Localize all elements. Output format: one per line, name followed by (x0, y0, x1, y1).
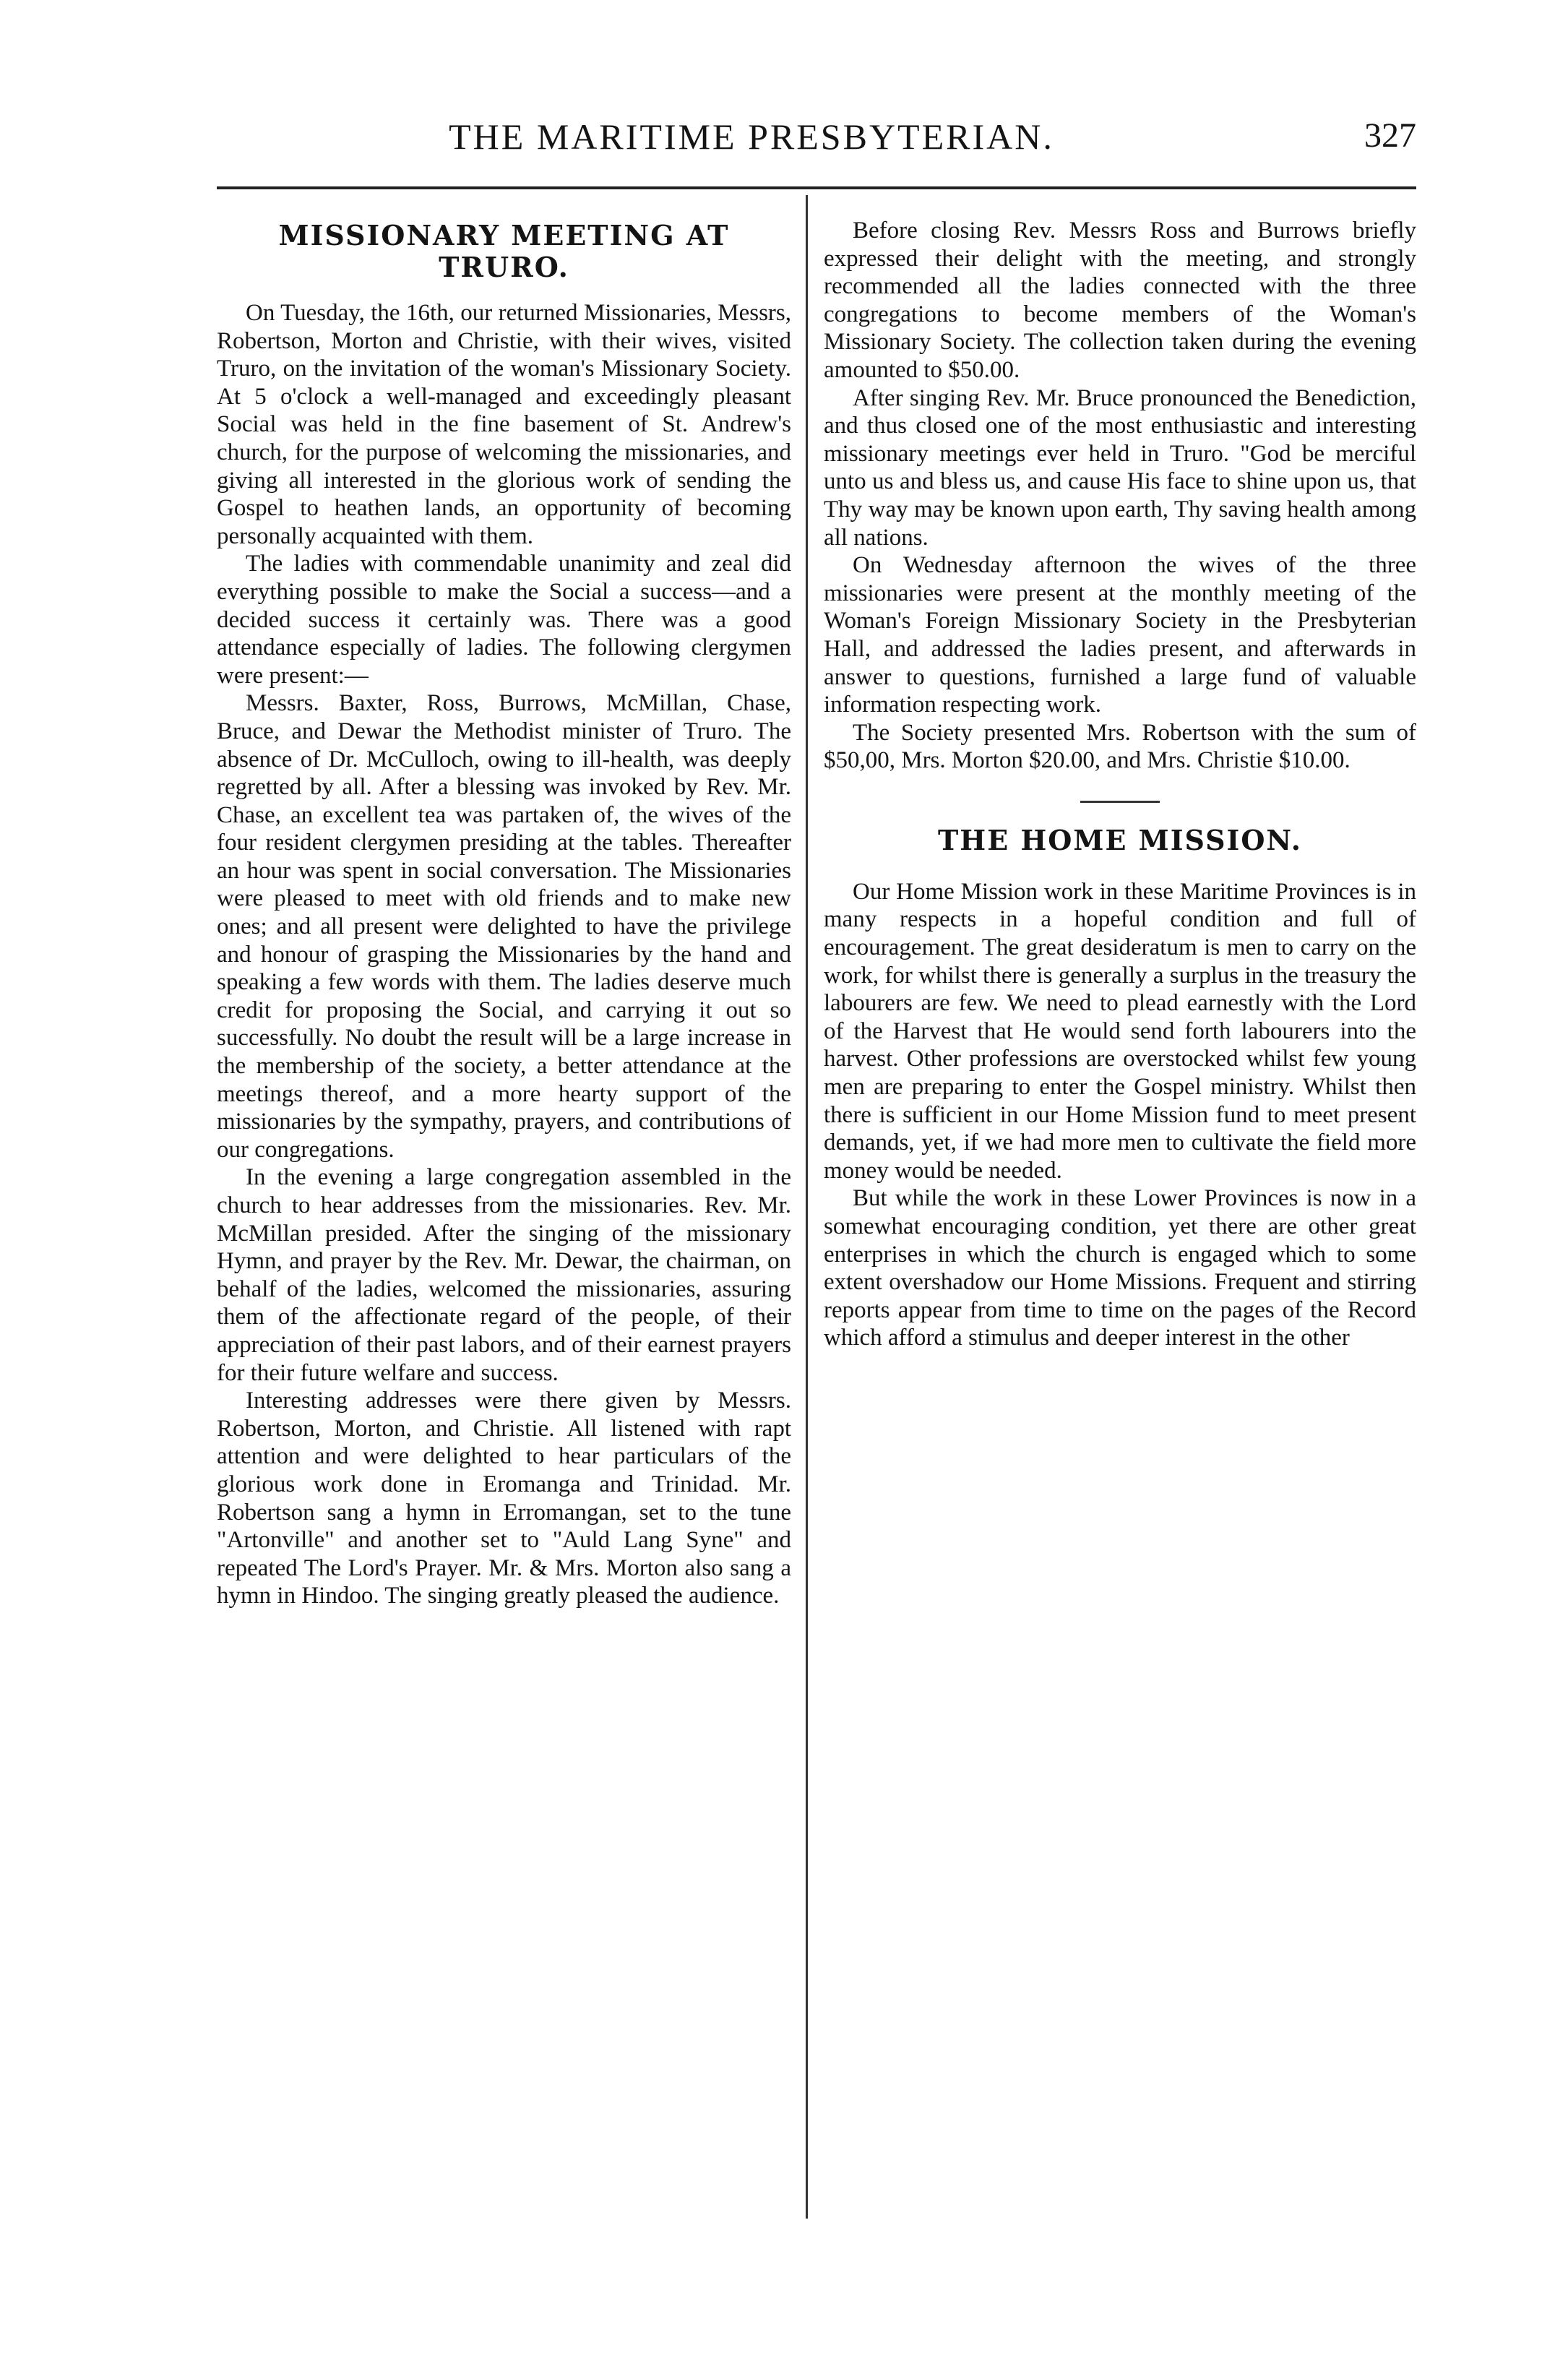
running-title: THE MARITIME PRESBYTERIAN. (449, 116, 1054, 157)
paragraph: Interesting addresses were there given by Messrs. Robertson, Morton, and Christie. All listened with rapt attention and were delighted to hear particulars of the glorious work done in Eromanga and Trinidad. Mr. Robertson sang a hymn in Erromangan, set to the tune "Artonville" and another set to "Auld Lang Syne" and repeated The Lord's Prayer. Mr. & Mrs. Morton also sang a hymn in Hindoo. The singing greatly pleased the audience. (217, 1388, 791, 1609)
paragraph: Our Home Mission work in these Maritime Provinces is in many respects in a hopeful condition and full of encouragement. The great desideratum is men to carry on the work, for whilst there is generally a surplus in the treasury the labourers are few. We need to plead earnestly with the Lord of the Harvest that He would send forth labourers into the harvest. Other professions are overstocked whilst few young men are preparing to enter the Gospel ministry. Whilst then there is sufficient in our Home Mission fund to meet present demands, yet, if we had more men to cultivate the field more money would be needed. (824, 878, 1416, 1184)
header-rule (217, 186, 1416, 189)
paragraph: In the evening a large congregation assembled in the church to hear addresses from the missionaries. Rev. Mr. McMillan presided. After the singing of the missionary Hymn, and prayer by the Rev. Mr. Dewar, the chairman, on behalf of the ladies, welcomed the missionaries, assuring them of the affectionate regard of the people, of their appreciation of their past labors, and of their earnest prayers for their future welfare and success. (217, 1164, 791, 1386)
paragraph: Messrs. Baxter, Ross, Burrows, McMillan, Chase, Bruce, and Dewar the Methodist minister of Truro. The absence of Dr. McCulloch, owing to ill-health, was deeply regretted by all. After a blessing was invoked by Rev. Mr. Chase, an excellent tea was partaken of, the wives of the four resident clergymen presiding at the tables. Thereafter an hour was spent in social conversation. The Missionaries were pleased to meet with old friends and to make new ones; and all present were delighted to have the privilege and honour of grasping the Missionaries by the hand and speaking a few words with them. The ladies deserve much credit for proposing the Social, and carrying it out so successfully. No doubt the result will be a large increase in the membership of the society, a better attendance at the meetings thereof, and a more hearty support of the missionaries by the sympathy, prayers, and contributions of our congregations. (217, 690, 791, 1163)
article-heading-truro: MISSIONARY MEETING AT TRURO. (278, 219, 730, 283)
paragraph: After singing Rev. Mr. Bruce pronounced the Benediction, and thus closed one of the most enthusiastic and interesting missionary meetings ever held in Truro. "God be merciful unto us and bless us, and cause His face to shine upon us, that Thy way may be known upon earth, Thy saving health among all nations. (824, 384, 1416, 551)
paragraph: On Wednesday afternoon the wives of the three missionaries were present at the monthly meeting of the Woman's Foreign Missionary Society in the Presbyterian Hall, and addressed the ladies present, and afterwards in answer to questions, furnished a large fund of valuable information respecting work. (824, 552, 1416, 718)
paragraph: But while the work in these Lower Provinces is now in a somewhat encouraging condition, yet there are other great enterprises in which the church is engaged which to some extent overshadow our Home Missions. Frequent and stirring reports appear from time to time on the pages of the Record which afford a stimulus and deeper interest in the other (824, 1185, 1416, 1351)
paragraph: On Tuesday, the 16th, our returned Missionaries, Messrs, Robertson, Morton and Christie, with their wives, visited Truro, on the invitation of the woman's Missionary Society. At 5 o'clock a well-managed and exceedingly pleasant Social was held in the fine basement of St. Andrew's church, for the purpose of welcoming the missionaries, and giving all interested in the glorious work of sending the Gospel to heathen lands, an opportunity of becoming personally acquainted with them. (217, 300, 791, 549)
section-divider (1080, 801, 1160, 803)
right-column (824, 217, 1416, 1352)
paragraph: The Society presented Mrs. Robertson with the sum of $50,00, Mrs. Morton $20.00, and Mrs. Christie $10.00. (824, 719, 1416, 774)
column-divider (806, 195, 808, 2219)
paragraph: Before closing Rev. Messrs Ross and Burrows briefly expressed their delight with the meeting, and strongly recommended all the ladies connected with the three congregations to become members of the Woman's Missionary Society. The collection taken during the evening amounted to $50.00. (824, 218, 1416, 383)
article-heading-home-mission: THE HOME MISSION. (938, 823, 1302, 856)
page-number: 327 (1364, 116, 1416, 155)
left-column (217, 217, 791, 1610)
paragraph: The ladies with commendable unanimity and zeal did everything possible to make the Social a success—and a decided success it certainly was. There was a good attendance especially of ladies. The following clergymen were present:— (217, 551, 791, 689)
